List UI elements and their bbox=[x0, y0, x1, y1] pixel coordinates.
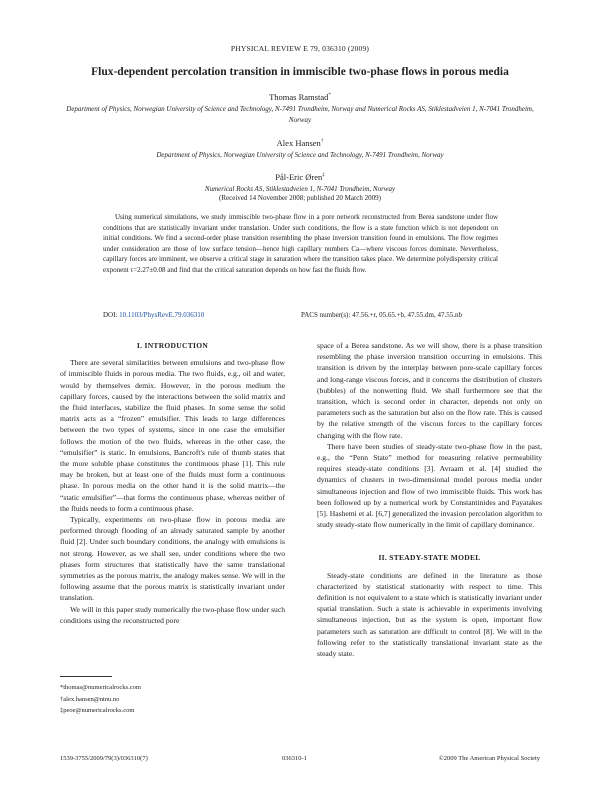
journal-header: PHYSICAL REVIEW E 79, 036310 (2009) bbox=[230, 44, 370, 53]
paragraph: Typically, experiments on two-phase flow in porous media are performed through flooding of an already saturated sample by another fluid [2]. Under such boundary conditions, the analogy with emulsions is not strong. However, as we shall see, under conditions where the two phases form structures that statistically have the same translational symmetries as the porous matrix, the analogy makes sense. We will in the following assume that the porous matrix is statistically invariant under translation. bbox=[60, 515, 285, 603]
paragraph: We will in this paper study numerically the two-phase flow under such conditions using the reconstructed pore bbox=[60, 604, 285, 625]
abstract: Using numerical simulations, we study immiscible two-phase flow in a pore network reconstructed from Berea sandstone under flow conditions that are statistically invariant under translation. Under such conditions, the flow is a state function which is not dependent on initial conditions. We find a second-order phase transition resembling the phase inversion transition found in emulsions. The flow regimes under consideration are those of low surface tension—hence high capillary numbers Ca—where viscous forces dominate. Nevertheless, capillary forces are imminent, we observe a critical stage in saturation where the transition takes place. We determine polydispersity critical exponent τ=2.27±0.08 and find that the critical saturation depends on how fast the fluids flow. bbox=[103, 213, 498, 274]
paragraph: Steady-state conditions are defined in the literature as those characterized by statistical stationarity with respect to time. This definition is not equivalent to a state which is statistically invariant under spatial translation. Such a state is achievable in experiments involving simultaneous injection, but as the system is open, important flow parameters such as saturation are difficult to control [8]. We will in the following refer to the statistically translational invariant state as the steady state. bbox=[317, 570, 542, 659]
author-name: Alex Hansen† bbox=[276, 138, 324, 148]
author-name: Pål-Eric Øren‡ bbox=[275, 172, 325, 182]
pacs-numbers: PACS number(s): 47.56.+r, 05.65.+b, 47.55.dm, 47.55.nb bbox=[301, 311, 462, 319]
section-heading: I. INTRODUCTION bbox=[136, 341, 209, 350]
section-heading: II. STEADY-STATE MODEL bbox=[378, 553, 481, 563]
paragraph: There have been studies of steady-state two-phase flow in the past, e.g., the “Penn State” method for measuring relative permeability requires steady-state conditions [3]. Avraam et al. [4] studied the dynamics of clusters in two-dimensional model porous media under simultaneous injection and flow of two immiscible fluids. This work has been followed up by a numerical work by Constantinides and Payatakes [5]. Hashemi et al. [6,7] generalized the invasion percolation algorithm to study steady-state flow numerically in the limit of capillary dominance. bbox=[317, 441, 542, 530]
paragraph: There are several similarities between emulsions and two-phase flow of immiscible fluids in porous media. The two fluids, e.g., oil and water, would by themselves demix. However, in the porous medium the capillary forces, caused by the interactions between the solid matrix and the fluid interfaces, stabilize the fluid phases. In some sense the solid matrix acts as a “frozen” emulsifier. This leads to large differences between the two types of systems, since in one case the emulsifier follows the motion of the two fluids, whereas in the other case, the “emulsifier” is static. In emulsions, Bancroft's rule of thumb states that the more soluble phase constitutes the continuous phase [1]. This rule may be broken, but at least one of the fluids must form a continuous phase. In porous media on the other hand it is the solid matrix—the “static emulsifier”—that forms the continuous phase, whereas neither of the fluids needs to form a continuous phase. bbox=[60, 358, 285, 513]
footnote: †alex.hansen@ntnu.no bbox=[60, 695, 120, 703]
footer-page-number: 036310-1 bbox=[282, 755, 307, 762]
footnotes bbox=[60, 682, 141, 717]
right-column bbox=[317, 340, 542, 659]
paragraph: space of a Berea sandstone. As we will show, there is a phase transition resembling the phase inversion transition occurring in emulsions. This transition is driven by the interplay between pore-scale capillary forces and long-range viscous forces, and it concerns the distribution of clusters (bubbles) of the nonwetting fluid. We shall furthermore see that the transition, which is second order in character, depends not only on parameters such as the saturation but also on the flow rate. This is caused by the relative strength of the viscous forces to the capillary forces changing with the flow rate. bbox=[317, 341, 542, 440]
paper-title: Flux-dependent percolation transition in immiscible two-phase flows in porous media bbox=[91, 66, 509, 78]
doi-row bbox=[103, 311, 498, 319]
author-name: Thomas Ramstad* bbox=[269, 92, 331, 102]
footer-issn: 1539-3755/2009/79(3)/036310(7) bbox=[60, 755, 148, 762]
footer-copyright: ©2009 The American Physical Society bbox=[438, 755, 540, 762]
received-dates: (Received 14 November 2008; published 20 March 2009) bbox=[219, 194, 381, 202]
footnote-divider bbox=[60, 676, 112, 677]
left-column bbox=[60, 340, 285, 626]
footnote: *thomas@numericalrocks.com bbox=[60, 684, 141, 691]
author-affiliation: Department of Physics, Norwegian University of Science and Technology, N-7491 Trondheim, Norway bbox=[156, 151, 444, 159]
doi-link[interactable]: 10.1103/PhysRevE.79.036310 bbox=[119, 311, 205, 319]
footnote: ‡peoe@numericalrocks.com bbox=[60, 707, 135, 714]
doi-label: DOI: bbox=[103, 311, 118, 319]
author-affiliation: Department of Physics, Norwegian University of Science and Technology, N-7491 Trondheim, Norway and Numerical Rocks AS, Stiklestadveien 1, N-7041 Trondheim, Norway bbox=[66, 105, 534, 124]
author-affiliation: Numerical Rocks AS, Stiklestadveien 1, N-7041 Trondheim, Norway bbox=[204, 185, 396, 193]
